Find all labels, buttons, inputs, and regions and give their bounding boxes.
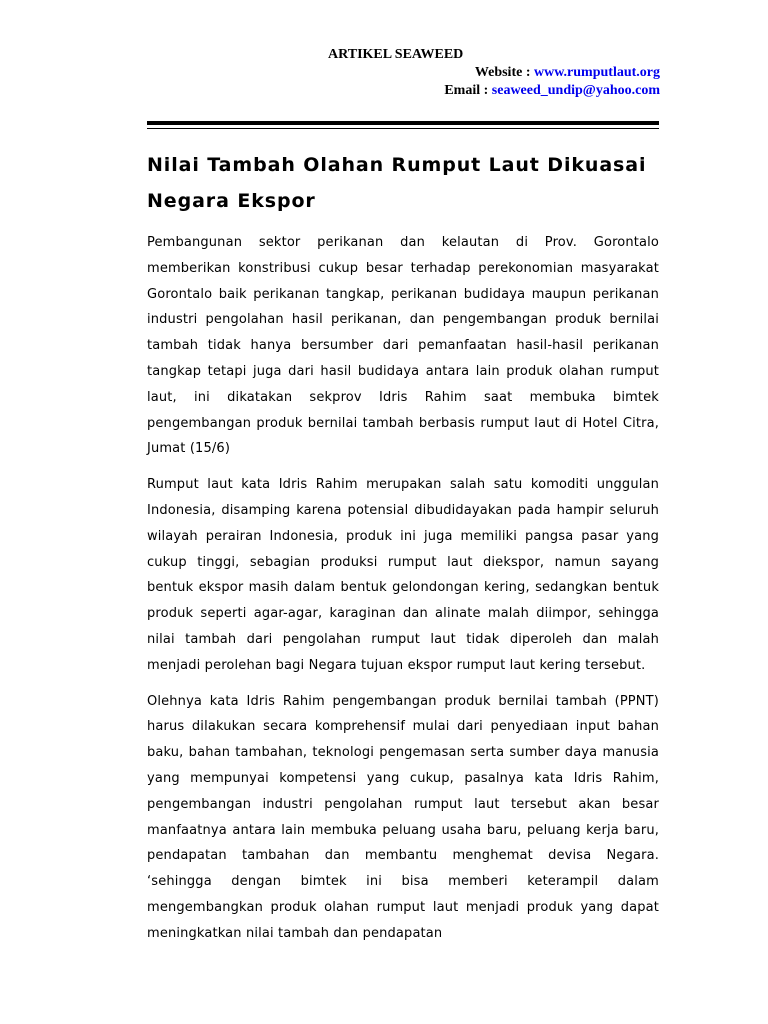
document-header [300, 46, 660, 100]
article-body [147, 230, 659, 957]
paragraph-3: Olehnya kata Idris Rahim pengembangan produk bernilai tambah (PPNT) harus dilakukan secara komprehensif mulai dari penyediaan input bahan baku, bahan tambahan, teknologi pengemasan serta sumber daya manusia yang mempunyai kompetensi yang cukup, pasalnya kata Idris Rahim, pengembangan industri pengolahan rumput laut tersebut akan besar manfaatnya antara lain membuka peluang usaha baru, peluang kerja baru, pendapatan tambahan dan membantu menghemat devisa Negara. ‘sehingga dengan bimtek ini bisa memberi keterampil dalam mengembangkan produk olahan rumput laut menjadi produk yang dapat meningkatkan nilai tambah dan pendapatan [147, 693, 659, 941]
email-label: Email : [444, 83, 492, 98]
website-line [300, 64, 660, 82]
header-divider-thick [147, 121, 659, 125]
website-link[interactable]: www.rumputlaut.org [533, 65, 660, 80]
header-title: ARTIKEL SEAWEED [328, 47, 464, 62]
paragraph-1: Pembangunan sektor perikanan dan kelautan di Prov. Gorontalo memberikan konstribusi cukup besar terhadap perekonomian masyarakat Gorontalo baik perikanan tangkap, perikanan budidaya maupun perikanan industri pengolahan hasil perikanan, dan pengembangan produk bernilai tambah tidak hanya bersumber dari pemanfaatan hasil-hasil perikanan tangkap tetapi juga dari hasil budidaya antara lain produk olahan rumput laut, ini dikatakan sekprov Idris Rahim saat membuka bimtek pengembangan produk bernilai tambah berbasis rumput laut di Hotel Citra, Jumat (15/6) [147, 235, 659, 457]
email-line [300, 82, 660, 100]
header-divider-thin [147, 128, 659, 129]
email-link[interactable]: seaweed_undip@yahoo.com [491, 83, 660, 98]
article-title: Nilai Tambah Olahan Rumput Laut Dikuasai Negara Ekspor [147, 154, 647, 212]
paragraph-2: Rumput laut kata Idris Rahim merupakan salah satu komoditi unggulan Indonesia, disamping karena potensial dibudidayakan pada hampir seluruh wilayah perairan Indonesia, produk ini juga memiliki pangsa pasar yang cukup tinggi, sebagian produksi rumput laut diekspor, namun sayang bentuk ekspor masih dalam bentuk gelondongan kering, sedangkan bentuk produk seperti agar-agar, karaginan dan alinate malah diimpor, sehingga nilai tambah dari pengolahan rumput laut tidak diperoleh dan malah menjadi perolehan bagi Negara tujuan ekspor rumput laut kering tersebut. [147, 477, 659, 673]
website-label: Website : [474, 65, 534, 80]
